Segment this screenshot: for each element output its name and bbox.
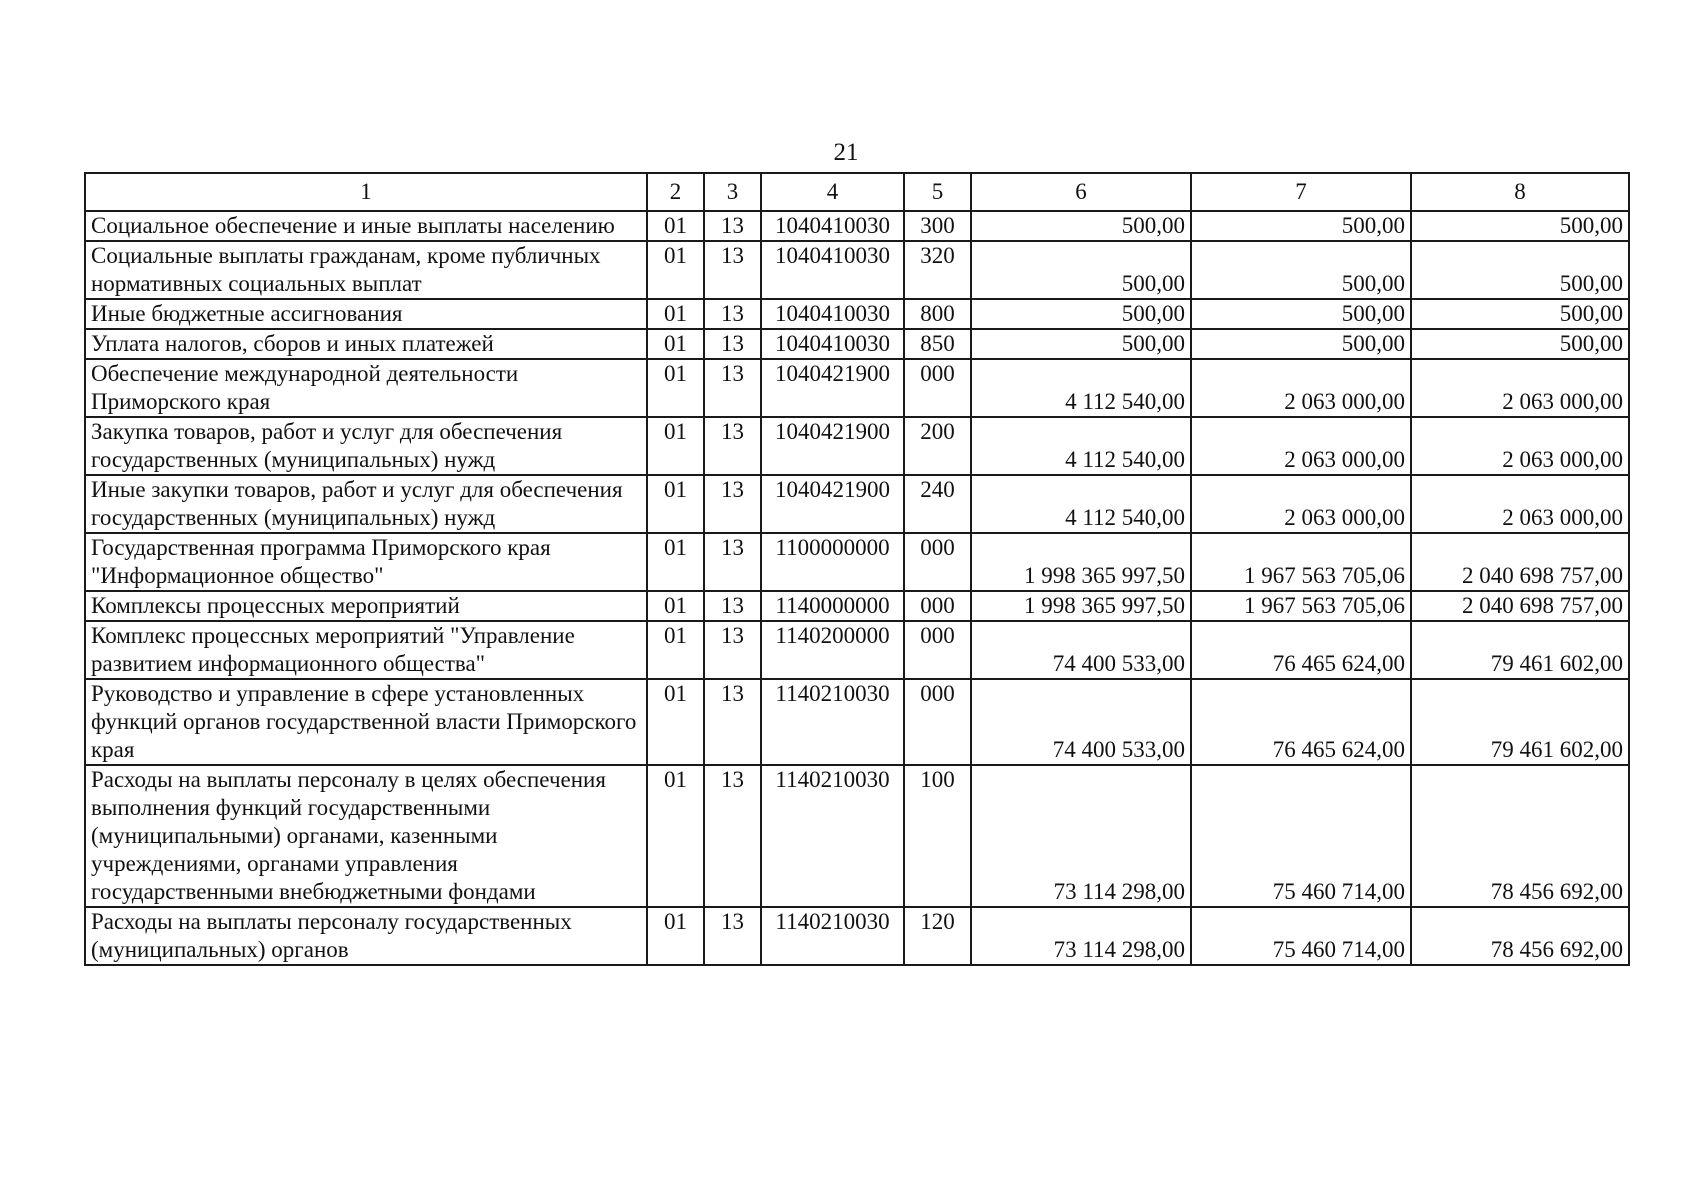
row-col-5: 000 [904,591,971,621]
header-col-2: 2 [647,173,704,211]
row-amount-8: 500,00 [1411,329,1629,359]
row-col-5: 300 [904,211,971,241]
header-row [85,173,1629,211]
row-col-3: 13 [704,907,761,965]
row-col-5: 000 [904,359,971,417]
row-amount-8: 78 456 692,00 [1411,765,1629,907]
row-col-4: 1040421900 [761,359,904,417]
table-row [85,475,1629,533]
row-col-2: 01 [647,211,704,241]
row-amount-7: 76 465 624,00 [1191,621,1411,679]
header-col-4: 4 [761,173,904,211]
row-amount-8: 2 063 000,00 [1411,475,1629,533]
header-col-8: 8 [1411,173,1629,211]
row-name: Уплата налогов, сборов и иных платежей [85,329,647,359]
row-name: Руководство и управление в сфере установленных функций органов государственной власти Приморского края [85,679,647,765]
row-col-2: 01 [647,533,704,591]
table-row [85,241,1629,299]
row-name: Обеспечение международной деятельности Приморского края [85,359,647,417]
row-amount-7: 1 967 563 705,06 [1191,591,1411,621]
row-amount-7: 500,00 [1191,329,1411,359]
row-amount-6: 73 114 298,00 [971,765,1191,907]
row-amount-8: 500,00 [1411,299,1629,329]
row-amount-6: 500,00 [971,211,1191,241]
row-col-5: 000 [904,621,971,679]
table-row [85,533,1629,591]
row-col-4: 1040410030 [761,329,904,359]
row-amount-7: 500,00 [1191,211,1411,241]
row-amount-6: 73 114 298,00 [971,907,1191,965]
row-col-4: 1140210030 [761,907,904,965]
header-col-6: 6 [971,173,1191,211]
page-number: 21 [833,139,859,166]
row-col-2: 01 [647,329,704,359]
row-amount-7: 500,00 [1191,241,1411,299]
row-amount-8: 500,00 [1411,241,1629,299]
row-col-2: 01 [647,765,704,907]
row-col-2: 01 [647,241,704,299]
row-col-3: 13 [704,765,761,907]
row-col-4: 1140210030 [761,765,904,907]
row-col-4: 1040421900 [761,417,904,475]
row-col-3: 13 [704,591,761,621]
row-col-5: 000 [904,533,971,591]
row-amount-6: 500,00 [971,299,1191,329]
row-amount-8: 2 063 000,00 [1411,359,1629,417]
row-amount-6: 74 400 533,00 [971,679,1191,765]
table-row [85,417,1629,475]
row-col-2: 01 [647,591,704,621]
table-row [85,679,1629,765]
row-amount-7: 500,00 [1191,299,1411,329]
row-amount-8: 2 040 698 757,00 [1411,533,1629,591]
row-name: Закупка товаров, работ и услуг для обеспечения государственных (муниципальных) нужд [85,417,647,475]
row-col-2: 01 [647,417,704,475]
row-name: Социальное обеспечение и иные выплаты населению [85,211,647,241]
row-col-3: 13 [704,241,761,299]
row-name: Расходы на выплаты персоналу государственных (муниципальных) органов [85,907,647,965]
row-col-5: 240 [904,475,971,533]
header-col-7: 7 [1191,173,1411,211]
table-row [85,211,1629,241]
row-col-4: 1040410030 [761,241,904,299]
row-col-3: 13 [704,417,761,475]
row-amount-6: 500,00 [971,241,1191,299]
row-amount-6: 74 400 533,00 [971,621,1191,679]
row-amount-7: 2 063 000,00 [1191,475,1411,533]
row-amount-8: 79 461 602,00 [1411,679,1629,765]
row-col-2: 01 [647,359,704,417]
row-amount-7: 75 460 714,00 [1191,765,1411,907]
row-col-4: 1140210030 [761,679,904,765]
row-amount-7: 2 063 000,00 [1191,417,1411,475]
row-amount-7: 1 967 563 705,06 [1191,533,1411,591]
row-col-3: 13 [704,475,761,533]
row-name: Иные закупки товаров, работ и услуг для обеспечения государственных (муниципальных) нужд [85,475,647,533]
row-col-5: 120 [904,907,971,965]
table-row [85,359,1629,417]
row-col-5: 850 [904,329,971,359]
row-amount-6: 1 998 365 997,50 [971,591,1191,621]
row-amount-8: 2 040 698 757,00 [1411,591,1629,621]
row-amount-6: 4 112 540,00 [971,359,1191,417]
row-col-4: 1040421900 [761,475,904,533]
table-row [85,591,1629,621]
row-amount-7: 75 460 714,00 [1191,907,1411,965]
row-col-3: 13 [704,533,761,591]
row-col-5: 100 [904,765,971,907]
row-col-2: 01 [647,621,704,679]
row-col-4: 1140200000 [761,621,904,679]
row-col-5: 800 [904,299,971,329]
row-amount-8: 78 456 692,00 [1411,907,1629,965]
row-col-3: 13 [704,299,761,329]
row-col-4: 1040410030 [761,299,904,329]
row-name: Государственная программа Приморского края "Информационное общество" [85,533,647,591]
row-amount-6: 500,00 [971,329,1191,359]
row-col-3: 13 [704,329,761,359]
row-col-2: 01 [647,907,704,965]
row-col-2: 01 [647,475,704,533]
row-name: Комплексы процессных мероприятий [85,591,647,621]
row-col-5: 000 [904,679,971,765]
table-row [85,765,1629,907]
row-amount-8: 500,00 [1411,211,1629,241]
row-col-5: 320 [904,241,971,299]
row-col-4: 1040410030 [761,211,904,241]
table-row [85,907,1629,965]
row-amount-7: 2 063 000,00 [1191,359,1411,417]
header-col-3: 3 [704,173,761,211]
row-name: Иные бюджетные ассигнования [85,299,647,329]
header-col-1: 1 [85,173,647,211]
row-col-2: 01 [647,679,704,765]
row-amount-6: 1 998 365 997,50 [971,533,1191,591]
row-col-3: 13 [704,679,761,765]
row-col-5: 200 [904,417,971,475]
row-amount-6: 4 112 540,00 [971,417,1191,475]
row-amount-8: 2 063 000,00 [1411,417,1629,475]
table-row [85,329,1629,359]
row-col-3: 13 [704,359,761,417]
row-name: Социальные выплаты гражданам, кроме публичных нормативных социальных выплат [85,241,647,299]
row-col-2: 01 [647,299,704,329]
row-amount-6: 4 112 540,00 [971,475,1191,533]
budget-table [84,172,1630,966]
row-amount-8: 79 461 602,00 [1411,621,1629,679]
row-name: Расходы на выплаты персоналу в целях обеспечения выполнения функций государственными (муниципальными) органами, казенными учреждениями, органами управления государственными внебюджетными фондами [85,765,647,907]
row-col-3: 13 [704,211,761,241]
row-col-4: 1100000000 [761,533,904,591]
row-amount-7: 76 465 624,00 [1191,679,1411,765]
row-name: Комплекс процессных мероприятий "Управление развитием информационного общества" [85,621,647,679]
row-col-3: 13 [704,621,761,679]
table-row [85,621,1629,679]
header-col-5: 5 [904,173,971,211]
row-col-4: 1140000000 [761,591,904,621]
table-row [85,299,1629,329]
